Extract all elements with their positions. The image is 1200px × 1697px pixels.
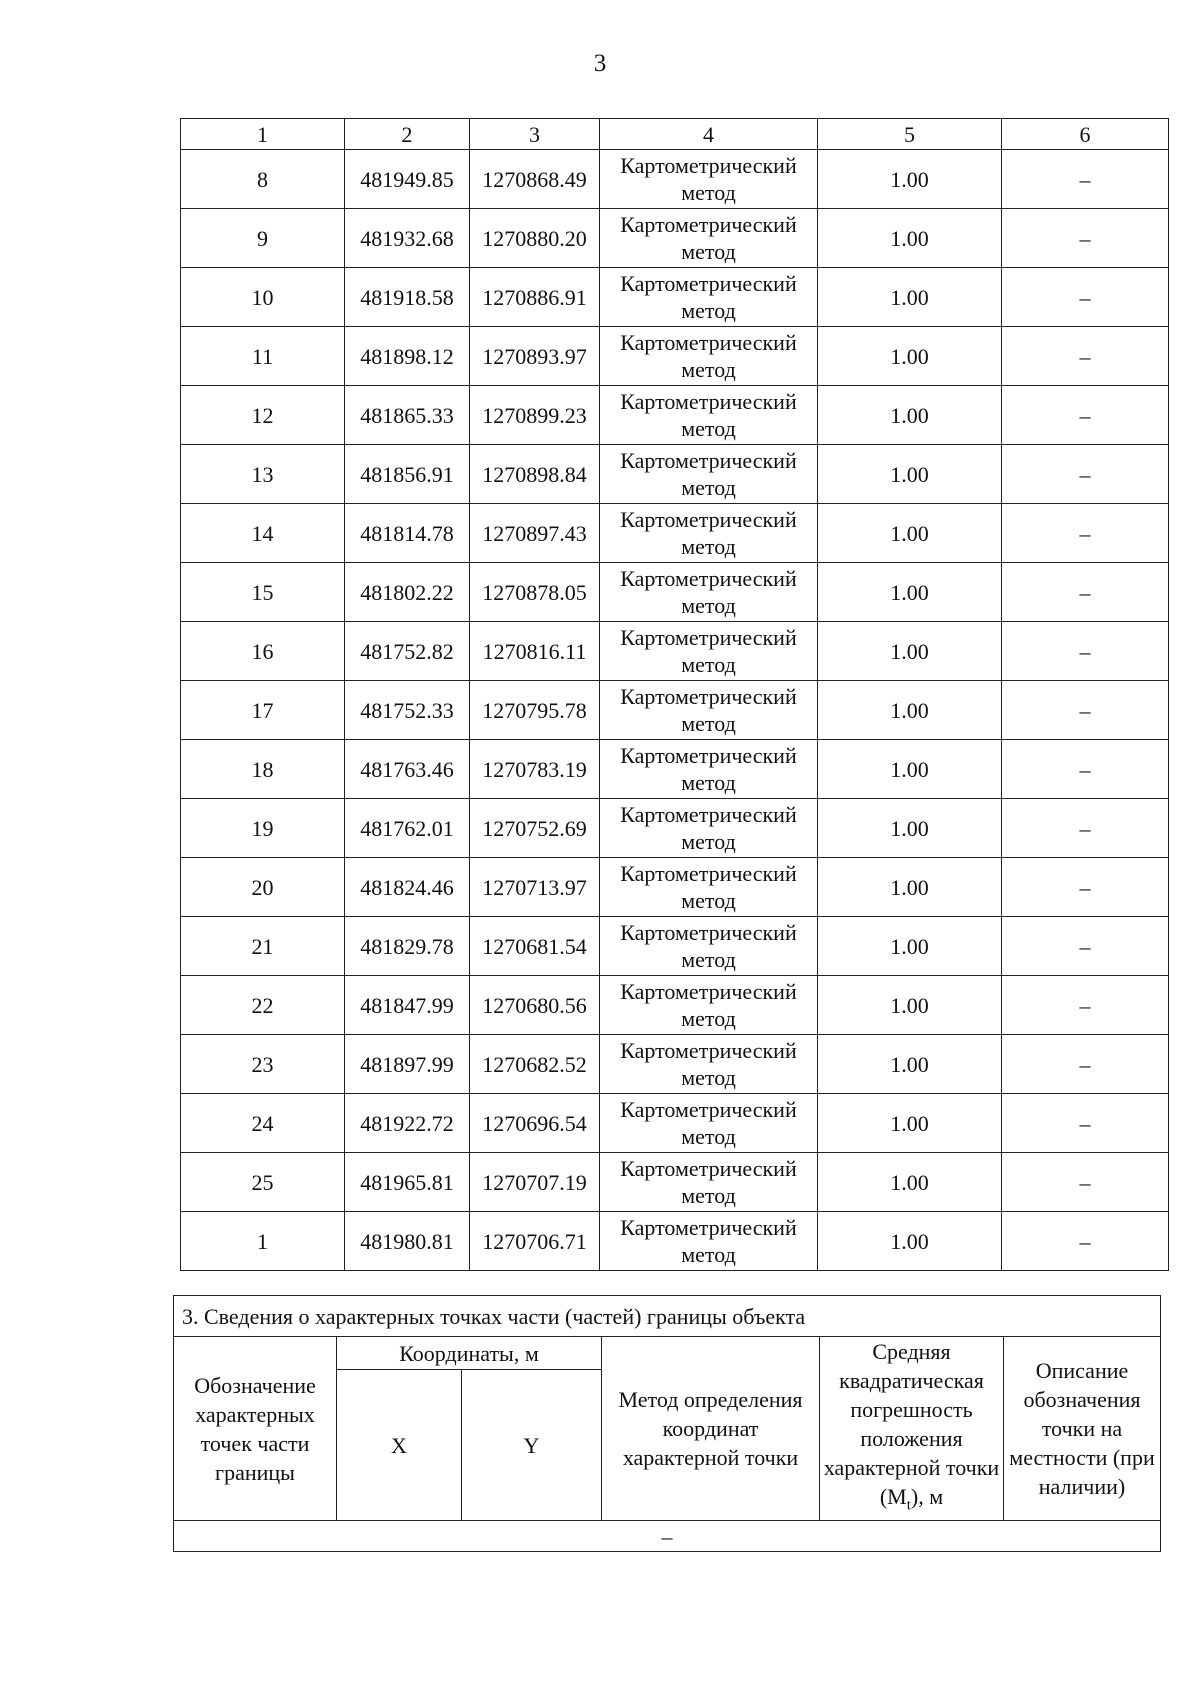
method: Картометрический метод — [600, 209, 818, 268]
method: Картометрический метод — [600, 976, 818, 1035]
point-number: 20 — [181, 858, 345, 917]
error-value: 1.00 — [818, 268, 1002, 327]
coord-y: 1270878.05 — [470, 563, 600, 622]
coord-x: 481752.33 — [345, 681, 470, 740]
method: Картометрический метод — [600, 622, 818, 681]
table-row — [181, 681, 1169, 740]
point-number: 25 — [181, 1153, 345, 1212]
description: – — [1002, 1094, 1169, 1153]
coord-y: 1270795.78 — [470, 681, 600, 740]
point-number: 15 — [181, 563, 345, 622]
method: Картометрический метод — [600, 799, 818, 858]
method: Картометрический метод — [600, 386, 818, 445]
column-number: 5 — [818, 119, 1002, 150]
method: Картометрический метод — [600, 150, 818, 209]
coord-y: 1270880.20 — [470, 209, 600, 268]
table-row — [181, 1035, 1169, 1094]
table-row — [181, 563, 1169, 622]
error-value: 1.00 — [818, 209, 1002, 268]
coord-x: 481802.22 — [345, 563, 470, 622]
column-number: 2 — [345, 119, 470, 150]
method: Картометрический метод — [600, 1212, 818, 1271]
coordinates-header: Координаты, м — [337, 1337, 602, 1370]
table-row — [181, 858, 1169, 917]
coord-y: 1270696.54 — [470, 1094, 600, 1153]
method: Картометрический метод — [600, 445, 818, 504]
table-row — [181, 622, 1169, 681]
point-number: 14 — [181, 504, 345, 563]
point-number: 22 — [181, 976, 345, 1035]
coord-y: 1270752.69 — [470, 799, 600, 858]
coord-y: 1270886.91 — [470, 268, 600, 327]
description: – — [1002, 563, 1169, 622]
description-header: Описание обозначения точки на местности (при наличии) — [1004, 1337, 1161, 1521]
point-number: 21 — [181, 917, 345, 976]
column-number-row — [181, 119, 1169, 150]
coord-x: 481829.78 — [345, 917, 470, 976]
section-header-row — [174, 1337, 1161, 1370]
description: – — [1002, 740, 1169, 799]
point-number: 10 — [181, 268, 345, 327]
error-value: 1.00 — [818, 917, 1002, 976]
description: – — [1002, 268, 1169, 327]
coord-x: 481847.99 — [345, 976, 470, 1035]
description: – — [1002, 681, 1169, 740]
error-value: 1.00 — [818, 622, 1002, 681]
method-header: Метод определения координат характерной точки — [602, 1337, 820, 1521]
coord-x: 481949.85 — [345, 150, 470, 209]
method: Картометрический метод — [600, 1094, 818, 1153]
method: Картометрический метод — [600, 504, 818, 563]
description: – — [1002, 327, 1169, 386]
boundary-points-table — [180, 118, 1169, 1271]
coord-x: 481814.78 — [345, 504, 470, 563]
coord-x: 481980.81 — [345, 1212, 470, 1271]
method: Картометрический метод — [600, 858, 818, 917]
error-value: 1.00 — [818, 386, 1002, 445]
coord-x: 481932.68 — [345, 209, 470, 268]
column-number: 6 — [1002, 119, 1169, 150]
point-number: 23 — [181, 1035, 345, 1094]
part-boundary-points-table — [173, 1295, 1161, 1552]
point-number: 18 — [181, 740, 345, 799]
description: – — [1002, 622, 1169, 681]
table-row — [181, 268, 1169, 327]
coord-y: 1270868.49 — [470, 150, 600, 209]
coord-x: 481865.33 — [345, 386, 470, 445]
description: – — [1002, 976, 1169, 1035]
table-row — [181, 1094, 1169, 1153]
description: – — [1002, 1212, 1169, 1271]
error-value: 1.00 — [818, 681, 1002, 740]
description: – — [1002, 209, 1169, 268]
table-row — [181, 150, 1169, 209]
error-value: 1.00 — [818, 740, 1002, 799]
description: – — [1002, 386, 1169, 445]
description: – — [1002, 504, 1169, 563]
table-row — [181, 917, 1169, 976]
error-value: 1.00 — [818, 976, 1002, 1035]
x-header: X — [337, 1370, 462, 1521]
error-value: 1.00 — [818, 1153, 1002, 1212]
table-row — [181, 209, 1169, 268]
method: Картометрический метод — [600, 681, 818, 740]
description: – — [1002, 1153, 1169, 1212]
error-value: 1.00 — [818, 445, 1002, 504]
method: Картометрический метод — [600, 740, 818, 799]
table-row — [181, 504, 1169, 563]
point-number: 11 — [181, 327, 345, 386]
error-header-text: Средняя квадратическая погрешность положения характерной точки $(M_t)$, м — [823, 1339, 1000, 1514]
point-number: 8 — [181, 150, 345, 209]
description: – — [1002, 799, 1169, 858]
method: Картометрический метод — [600, 268, 818, 327]
error-value: 1.00 — [818, 563, 1002, 622]
point-number: 1 — [181, 1212, 345, 1271]
point-number: 17 — [181, 681, 345, 740]
column-number: 4 — [600, 119, 818, 150]
coord-y: 1270897.43 — [470, 504, 600, 563]
method: Картометрический метод — [600, 1153, 818, 1212]
coord-y: 1270706.71 — [470, 1212, 600, 1271]
coord-x: 481898.12 — [345, 327, 470, 386]
column-number: 1 — [181, 119, 345, 150]
method: Картометрический метод — [600, 327, 818, 386]
coord-x: 481752.82 — [345, 622, 470, 681]
point-number: 12 — [181, 386, 345, 445]
coord-y: 1270713.97 — [470, 858, 600, 917]
coord-x: 481897.99 — [345, 1035, 470, 1094]
section-title: 3. Сведения о характерных точках части (частей) границы объекта — [174, 1296, 1161, 1337]
coord-y: 1270783.19 — [470, 740, 600, 799]
description: – — [1002, 858, 1169, 917]
description: – — [1002, 150, 1169, 209]
point-number: 24 — [181, 1094, 345, 1153]
method: Картометрический метод — [600, 917, 818, 976]
description: – — [1002, 445, 1169, 504]
table-row — [181, 799, 1169, 858]
coord-x: 481763.46 — [345, 740, 470, 799]
coord-y: 1270681.54 — [470, 917, 600, 976]
error-value: 1.00 — [818, 799, 1002, 858]
coord-y: 1270893.97 — [470, 327, 600, 386]
coord-x: 481922.72 — [345, 1094, 470, 1153]
point-number: 19 — [181, 799, 345, 858]
coord-x: 481762.01 — [345, 799, 470, 858]
coord-x: 481856.91 — [345, 445, 470, 504]
error-header — [820, 1337, 1004, 1521]
designation-header: Обозначение характерных точек части границы — [174, 1337, 337, 1521]
y-header: Y — [462, 1370, 602, 1521]
description: – — [1002, 917, 1169, 976]
column-number: 3 — [470, 119, 600, 150]
section-title-row — [174, 1296, 1161, 1337]
table-row — [181, 1212, 1169, 1271]
point-number: 16 — [181, 622, 345, 681]
coord-y: 1270899.23 — [470, 386, 600, 445]
coord-y: 1270682.52 — [470, 1035, 600, 1094]
error-value: 1.00 — [818, 1094, 1002, 1153]
coord-x: 481918.58 — [345, 268, 470, 327]
coord-y: 1270707.19 — [470, 1153, 600, 1212]
table-row — [181, 740, 1169, 799]
error-value: 1.00 — [818, 858, 1002, 917]
coord-x: 481965.81 — [345, 1153, 470, 1212]
coord-y: 1270816.11 — [470, 622, 600, 681]
table-row — [181, 976, 1169, 1035]
method: Картометрический метод — [600, 1035, 818, 1094]
coord-y: 1270898.84 — [470, 445, 600, 504]
error-value: 1.00 — [818, 1212, 1002, 1271]
section-empty-row — [174, 1521, 1161, 1552]
point-number: 9 — [181, 209, 345, 268]
error-value: 1.00 — [818, 504, 1002, 563]
error-value: 1.00 — [818, 327, 1002, 386]
coord-x: 481824.46 — [345, 858, 470, 917]
coord-y: 1270680.56 — [470, 976, 600, 1035]
error-value: 1.00 — [818, 1035, 1002, 1094]
table-row — [181, 386, 1169, 445]
table-row — [181, 445, 1169, 504]
empty-value: – — [174, 1521, 1161, 1552]
table-row — [181, 1153, 1169, 1212]
table-row — [181, 327, 1169, 386]
method: Картометрический метод — [600, 563, 818, 622]
error-value: 1.00 — [818, 150, 1002, 209]
page-number: 3 — [593, 50, 607, 77]
description: – — [1002, 1035, 1169, 1094]
point-number: 13 — [181, 445, 345, 504]
